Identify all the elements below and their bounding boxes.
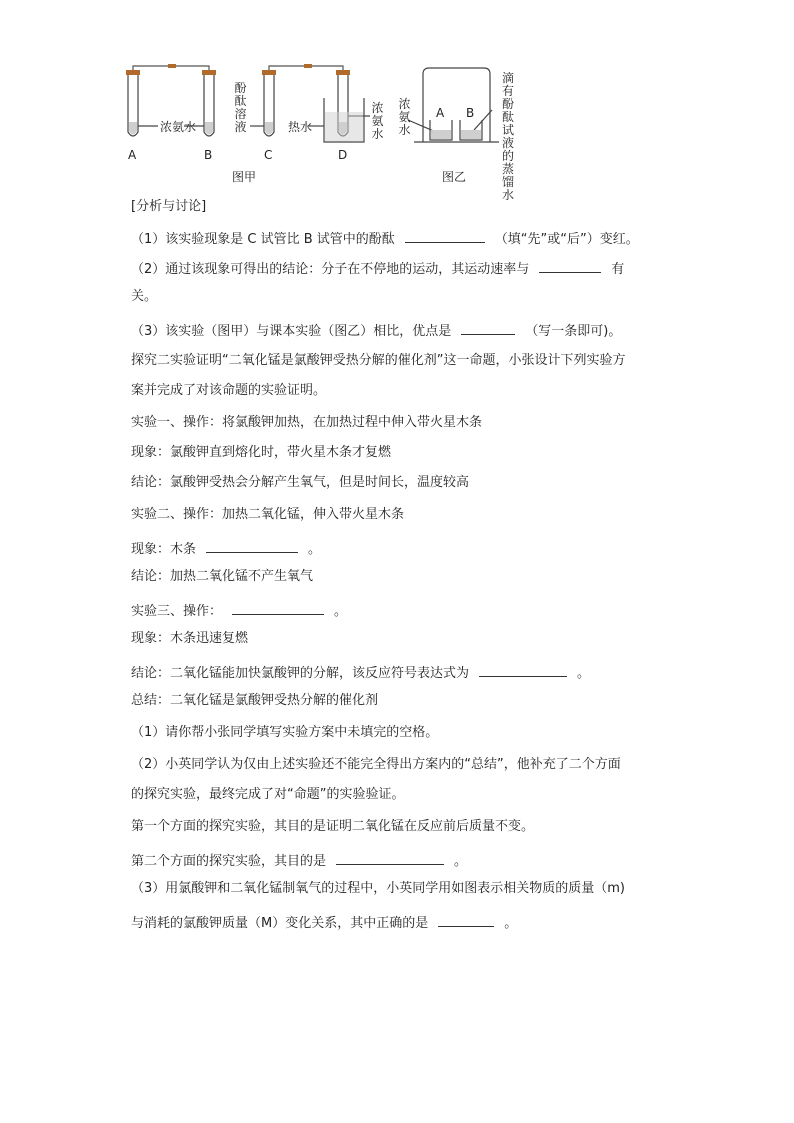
line-text: 探究二实验证明“二氧化锰是氯酸钾受热分解的催化剂”这一命题，小张设计下列实验方	[131, 353, 626, 368]
caption-yi: 图乙	[442, 170, 467, 184]
text-line	[131, 850, 467, 871]
line-text: 与消耗的氯酸钾质量（M）变化关系，其中正确的是	[131, 916, 429, 931]
line-text-after-blank: 。	[454, 854, 468, 869]
line-text: 实验一、操作：将氯酸钾加热，在加热过程中伸入带火星木条	[131, 415, 483, 430]
answer-blank[interactable]	[461, 320, 515, 335]
text-line	[131, 198, 206, 216]
answer-blank[interactable]	[206, 538, 298, 553]
text-line	[131, 538, 321, 559]
tube-label-d: D	[338, 148, 348, 162]
text-line	[131, 912, 517, 933]
label-hot-water: 热水	[288, 120, 313, 134]
line-text-after-blank: （填“先”或“后”）变红。	[494, 232, 639, 247]
line-text: 实验三、操作：	[131, 604, 223, 619]
line-text: （3）该实验（图甲）与课本实验（图乙）相比，优点是	[131, 324, 452, 339]
caption-jia: 图甲	[232, 170, 257, 184]
text-line	[131, 724, 438, 742]
text-line	[131, 880, 625, 898]
label-ammonia-vertical: 浓 氨 水	[371, 101, 384, 141]
line-text-after-blank: 有	[611, 262, 625, 277]
answer-blank[interactable]	[539, 258, 601, 273]
line-text: 第二个方面的探究实验，其目的是	[131, 854, 327, 869]
line-text-after-blank: 。	[577, 666, 591, 681]
line-text: （2）小英同学认为仅由上述实验还不能完全得出方案内的“总结”，他补充了二个方面	[131, 757, 621, 772]
text-line	[131, 630, 248, 648]
line-text: [分析与讨论]	[131, 199, 207, 214]
line-text-after-blank: （写一条即可)。	[525, 324, 622, 339]
text-line	[131, 692, 378, 710]
answer-blank[interactable]	[232, 600, 324, 615]
text-line	[131, 756, 621, 774]
answer-blank[interactable]	[336, 850, 444, 865]
line-text: 总结：二氧化锰是氯酸钾受热分解的催化剂	[131, 693, 379, 708]
text-line	[131, 506, 404, 524]
line-text-after-blank: 。	[308, 542, 322, 557]
text-line	[131, 382, 326, 400]
line-text: 结论：加热二氧化锰不产生氧气	[131, 569, 314, 584]
line-text: （1）请你帮小张同学填写实验方案中未填完的空格。	[131, 725, 439, 740]
line-text: 第一个方面的探究实验，其目的是证明二氧化锰在反应前后质量不变。	[131, 819, 535, 834]
line-text: 实验二、操作：加热二氧化锰，伸入带火星木条	[131, 507, 405, 522]
line-text: 案并完成了对该命题的实验证明。	[131, 383, 327, 398]
line-text-after-blank: 。	[504, 916, 518, 931]
line-text-after-blank: 。	[334, 604, 348, 619]
text-line	[131, 288, 157, 306]
text-line	[131, 228, 639, 249]
text-line	[131, 258, 624, 279]
beaker-label-a: A	[436, 106, 445, 120]
text-line	[131, 444, 391, 462]
text-line	[131, 320, 621, 341]
text-line	[131, 474, 469, 492]
tube-label-a: A	[128, 148, 137, 162]
text-line	[131, 662, 590, 683]
line-text: 结论：氯酸钾受热会分解产生氧气，但是时间长，温度较高	[131, 475, 470, 490]
line-text: 现象：木条	[131, 542, 197, 557]
line-text: （1）该实验现象是 C 试管比 B 试管中的酚酞	[131, 232, 395, 247]
line-text: （3）用氯酸钾和二氧化锰制氧气的过程中，小英同学用如图表示相关物质的质量（m)	[131, 881, 626, 896]
text-line	[131, 414, 482, 432]
line-text: 现象：木条迅速复燃	[131, 631, 249, 646]
answer-blank[interactable]	[479, 662, 567, 677]
experiment-figure	[118, 60, 538, 202]
line-text: 结论：二氧化锰能加快氯酸钾的分解，该反应符号表达式为	[131, 666, 470, 681]
label-ammonia: 浓氨水	[160, 120, 197, 134]
beaker-label-b: B	[466, 106, 475, 120]
text-line	[131, 786, 404, 804]
answer-blank[interactable]	[405, 228, 485, 243]
label-ammonia-yi: 浓 氨 水	[398, 97, 411, 137]
text-line	[131, 600, 347, 621]
text-line	[131, 818, 534, 836]
label-phenolphthalein: 酚 酞 溶 液	[234, 81, 247, 134]
text-line	[131, 568, 313, 586]
tube-label-c: C	[264, 148, 273, 162]
line-text: 的探究实验，最终完成了对“命题”的实验验证。	[131, 787, 405, 802]
tube-label-b: B	[204, 148, 213, 162]
line-text: 关。	[131, 289, 158, 304]
answer-blank[interactable]	[438, 912, 494, 927]
label-phenol-water: 滴 有 酚 酞 试 液 的 蒸 馏 水	[501, 71, 514, 202]
text-line	[131, 352, 625, 370]
line-text: 现象：氯酸钾直到熔化时，带火星木条才复燃	[131, 445, 392, 460]
line-text: （2）通过该现象可得出的结论：分子在不停地的运动，其运动速率与	[131, 262, 530, 277]
